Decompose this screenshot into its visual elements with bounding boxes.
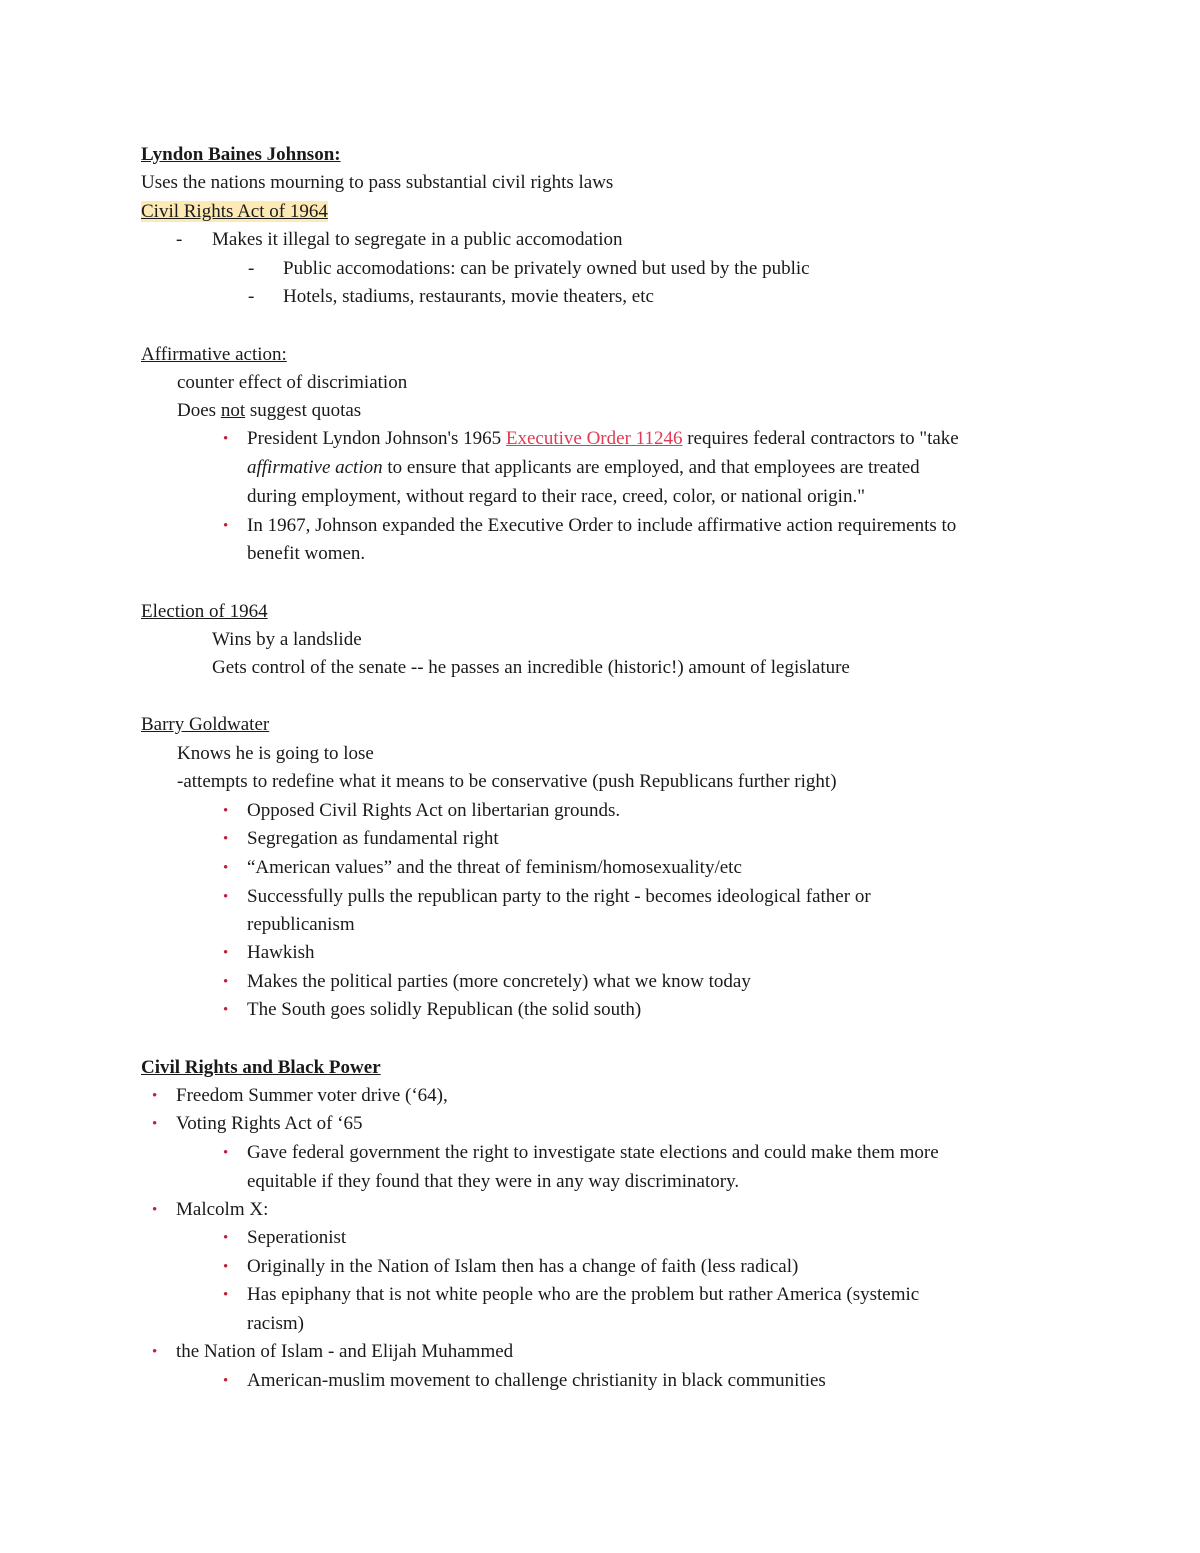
list-item-continuation: republicanism (247, 914, 355, 935)
list-item: the Nation of Islam - and Elijah Muhammed (176, 1341, 514, 1362)
lbj-heading: Lyndon Baines Johnson: (141, 144, 341, 165)
bullet-icon: • (223, 1287, 229, 1303)
bullet-icon: • (223, 803, 229, 819)
list-item: Malcolm X: (176, 1199, 269, 1220)
bullet-icon: • (223, 1230, 229, 1246)
goldwater-line1: Knows he is going to lose (177, 743, 374, 764)
list-item: American-muslim movement to challenge christianity in black communities (247, 1370, 826, 1391)
bullet-icon: • (223, 889, 229, 905)
affirmative-heading: Affirmative action: (141, 344, 287, 365)
affirmative-b1-line2 (247, 454, 920, 482)
text-fragment: to ensure that applicants are employed, and that employees are treated (382, 457, 920, 478)
bullet-icon: • (223, 431, 229, 447)
goldwater-line2: -attempts to redefine what it means to be conservative (push Republicans further right) (177, 771, 837, 792)
bullet-icon: • (223, 1145, 229, 1161)
list-item: The South goes solidly Republican (the solid south) (247, 999, 642, 1020)
election-line2: Gets control of the senate -- he passes an incredible (historic!) amount of legislature (212, 657, 850, 678)
affirmative-line1: counter effect of discrimiation (177, 372, 408, 393)
civil-rights-act-line (141, 198, 328, 226)
dash-marker: - (248, 258, 255, 279)
bullet-icon: • (223, 1259, 229, 1275)
list-item-continuation: equitable if they found that they were in any way discriminatory. (247, 1171, 740, 1192)
lbj-item1: Makes it illegal to segregate in a public accomodation (212, 229, 623, 250)
list-item: Voting Rights Act of ‘65 (176, 1113, 363, 1134)
goldwater-heading: Barry Goldwater (141, 714, 270, 735)
bullet-icon: • (152, 1202, 158, 1218)
bullet-icon: • (223, 860, 229, 876)
bullet-icon: • (223, 945, 229, 961)
list-item: Originally in the Nation of Islam then has a change of faith (less radical) (247, 1256, 799, 1277)
list-item: Makes the political parties (more concretely) what we know today (247, 971, 751, 992)
black-power-heading: Civil Rights and Black Power (141, 1057, 381, 1078)
list-item: Seperationist (247, 1227, 347, 1248)
text-fragment: President Lyndon Johnson's 1965 (247, 428, 506, 449)
bullet-icon: • (152, 1344, 158, 1360)
bullet-icon: • (223, 518, 229, 534)
lbj-sub1: Public accomodations: can be privately owned but used by the public (283, 258, 810, 279)
list-item: “American values” and the threat of feminism/homosexuality/etc (247, 857, 742, 878)
election-heading: Election of 1964 (141, 601, 268, 622)
affirmative-action-italic: affirmative action (247, 457, 383, 478)
bullet-icon: • (152, 1116, 158, 1132)
affirmative-b1-line3: during employment, without regard to their race, creed, color, or national origin." (247, 486, 865, 507)
bullet-icon: • (223, 1373, 229, 1389)
text-fragment: suggest quotas (245, 400, 362, 421)
affirmative-line2 (177, 397, 361, 425)
affirmative-b2-line2: benefit women. (247, 543, 366, 564)
text-fragment: Does (177, 400, 221, 421)
list-item: Hawkish (247, 942, 315, 963)
bullet-icon: • (223, 974, 229, 990)
list-item: Successfully pulls the republican party to the right - becomes ideological father or (247, 886, 871, 907)
bullet-icon: • (152, 1088, 158, 1104)
lbj-line1: Uses the nations mourning to pass substantial civil rights laws (141, 172, 614, 193)
affirmative-b2-line1: In 1967, Johnson expanded the Executive Order to include affirmative action requirements to (247, 515, 957, 536)
dash-marker: - (248, 286, 255, 307)
not-underlined: not (220, 400, 246, 421)
list-item: Opposed Civil Rights Act on libertarian grounds. (247, 800, 621, 821)
list-item: Has epiphany that is not white people who are the problem but rather America (systemic (247, 1284, 920, 1305)
list-item: Gave federal government the right to investigate state elections and could make them more (247, 1142, 939, 1163)
list-item: Segregation as fundamental right (247, 828, 499, 849)
executive-order-link[interactable]: Executive Order 11246 (505, 428, 683, 449)
bullet-icon: • (223, 1002, 229, 1018)
list-item: Freedom Summer voter drive (‘64), (176, 1085, 448, 1106)
lbj-sub2: Hotels, stadiums, restaurants, movie theaters, etc (283, 286, 654, 307)
civil-rights-act-highlight: Civil Rights Act of 1964 (141, 201, 328, 222)
text-fragment: requires federal contractors to "take (682, 428, 959, 449)
list-item-continuation: racism) (247, 1313, 304, 1334)
affirmative-b1-line1 (247, 425, 959, 453)
election-line1: Wins by a landslide (212, 629, 362, 650)
bullet-icon: • (223, 831, 229, 847)
dash-marker: - (176, 229, 183, 250)
